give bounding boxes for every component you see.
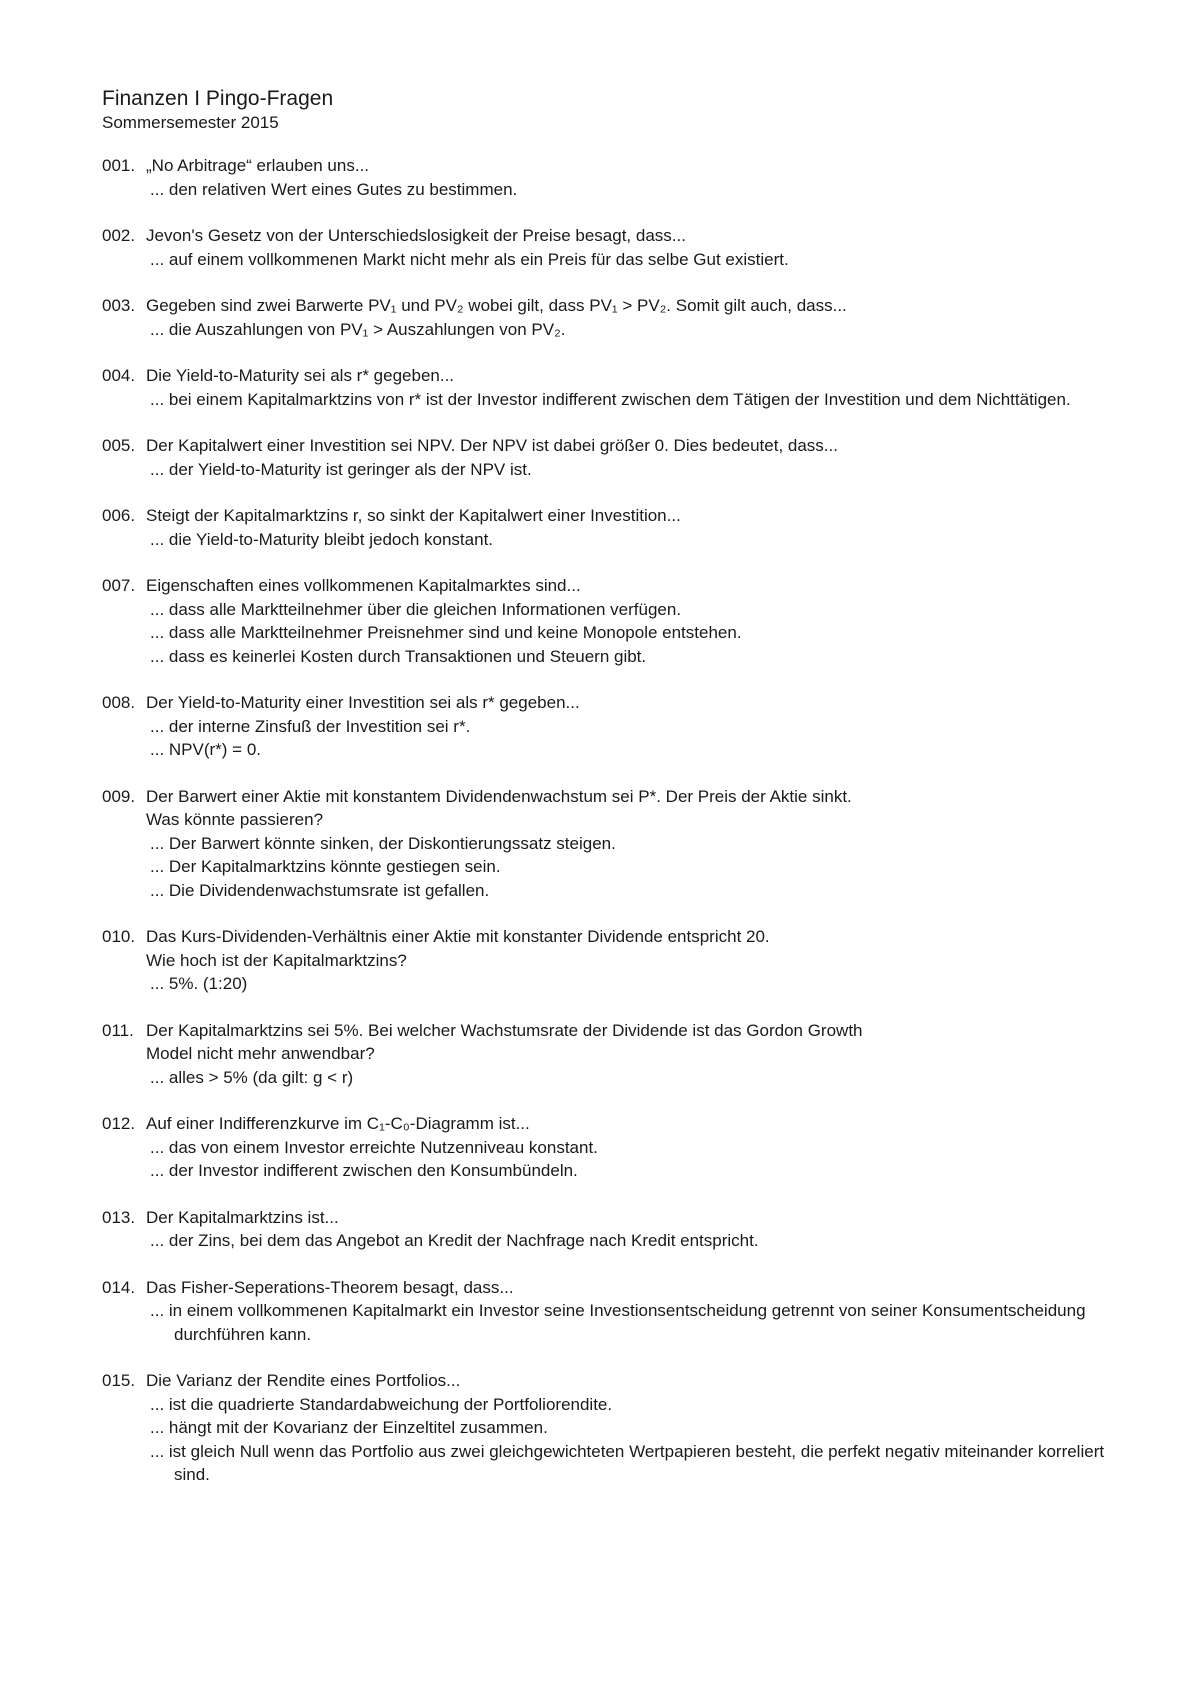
question-stem	[102, 1276, 1122, 1300]
question-number: 015.	[102, 1371, 136, 1390]
question-stem	[102, 574, 1122, 598]
answer-text: ... die Auszahlungen von PV₁ > Auszahlungen von PV₂.	[150, 319, 566, 339]
question-number: 008.	[102, 693, 136, 712]
answer-text: ... der Investor indifferent zwischen den Konsumbündeln.	[150, 1161, 578, 1180]
question-stem	[102, 154, 1122, 178]
question-text: Der Kapitalmarktzins sei 5%. Bei welcher Wachstumsrate der Dividende ist das Gordon Growth	[146, 1020, 863, 1040]
question-item	[102, 434, 1122, 481]
question-number: 006.	[102, 506, 136, 525]
answer-text: ... ist gleich Null wenn das Portfolio aus zwei gleichgewichteten Wertpapieren besteht, die perfekt negativ miteinander korreliert sind.	[150, 1441, 1105, 1484]
question-text: Auf einer Indifferenzkurve im C₁-C₀-Diagramm ist...	[146, 1114, 530, 1133]
answer-text: ... NPV(r*) = 0.	[150, 740, 261, 759]
question-text: Model nicht mehr anwendbar?	[146, 1044, 375, 1063]
answer-text: ... auf einem vollkommenen Markt nicht mehr als ein Preis für das selbe Gut existiert.	[150, 249, 789, 269]
question-stem	[102, 294, 1122, 318]
question-number: 013.	[102, 1207, 136, 1227]
question-number: 002.	[102, 226, 136, 245]
question-item	[102, 364, 1122, 411]
question-stem	[102, 1206, 1122, 1230]
question-item	[102, 1019, 1122, 1090]
answer-text: ... 5%. (1:20)	[150, 974, 248, 993]
answer-text: ... dass alle Marktteilnehmer über die gleichen Informationen verfügen.	[150, 599, 682, 619]
answer-text: ... das von einem Investor erreichte Nutzenniveau konstant.	[150, 1137, 598, 1157]
question-text: Wie hoch ist der Kapitalmarktzins?	[146, 950, 407, 970]
question-stem	[102, 224, 1122, 248]
document-title: Finanzen I Pingo-Fragen	[102, 87, 334, 110]
question-item	[102, 925, 1122, 996]
question-item	[102, 1112, 1122, 1183]
question-text: Jevon's Gesetz von der Unterschiedslosigkeit der Preise besagt, dass...	[146, 226, 686, 245]
question-number: 014.	[102, 1277, 136, 1297]
question-text: Der Kapitalwert einer Investition sei NPV. Der NPV ist dabei größer 0. Dies bedeutet, dass...	[146, 436, 838, 455]
question-text: Der Barwert einer Aktie mit konstantem Dividendenwachstum sei P*. Der Preis der Aktie sinkt.	[146, 786, 852, 806]
question-text: Der Kapitalmarktzins ist...	[146, 1207, 339, 1227]
question-list	[102, 154, 1122, 1487]
answer-text: ... Der Kapitalmarktzins könnte gestiegen sein.	[150, 857, 501, 876]
question-stem	[102, 1112, 1122, 1136]
question-number: 011.	[102, 1020, 134, 1040]
question-stem	[102, 504, 1122, 528]
question-text: Steigt der Kapitalmarktzins r, so sinkt der Kapitalwert einer Investition...	[146, 506, 681, 525]
question-stem	[102, 785, 1122, 832]
question-stem	[102, 691, 1122, 715]
answer-text: ... dass alle Marktteilnehmer Preisnehmer sind und keine Monopole entstehen.	[150, 623, 742, 642]
question-number: 012.	[102, 1114, 136, 1133]
question-text: Die Yield-to-Maturity sei als r* gegeben...	[146, 366, 455, 385]
question-item	[102, 1369, 1122, 1487]
question-number: 005.	[102, 436, 136, 455]
question-number: 009.	[102, 786, 136, 806]
question-number: 010.	[102, 927, 136, 946]
question-text: Gegeben sind zwei Barwerte PV₁ und PV₂ wobei gilt, dass PV₁ > PV₂. Somit gilt auch, dass...	[146, 296, 847, 315]
question-text: Das Kurs-Dividenden-Verhältnis einer Aktie mit konstanter Dividende entspricht 20.	[146, 927, 770, 946]
answer-text: ... bei einem Kapitalmarktzins von r* ist der Investor indifferent zwischen dem Tätigen der Investition und dem Nichttätigen.	[150, 389, 1071, 409]
answer-text: ... dass es keinerlei Kosten durch Transaktionen und Steuern gibt.	[150, 646, 647, 666]
answer-text: ... in einem vollkommenen Kapitalmarkt ein Investor seine Investionsentscheidung getrennt von seiner Konsumentscheidung durchführen kann.	[150, 1301, 1086, 1344]
question-text: Das Fisher-Seperations-Theorem besagt, dass...	[146, 1277, 514, 1297]
answer-text: ... der Yield-to-Maturity ist geringer als der NPV ist.	[150, 459, 532, 479]
answer-text: ... Die Dividendenwachstumsrate ist gefallen.	[150, 880, 490, 900]
answer-text: ... den relativen Wert eines Gutes zu bestimmen.	[150, 179, 518, 199]
answer-text: ... alles > 5% (da gilt: g < r)	[150, 1067, 354, 1087]
question-text: Eigenschaften eines vollkommenen Kapitalmarktes sind...	[146, 576, 581, 595]
question-stem	[102, 1369, 1122, 1393]
question-item	[102, 224, 1122, 271]
question-number: 001.	[102, 156, 136, 175]
answer-text: ... hängt mit der Kovarianz der Einzeltitel zusammen.	[150, 1418, 548, 1437]
question-number: 003.	[102, 296, 136, 315]
question-number: 007.	[102, 576, 136, 595]
question-item	[102, 1276, 1122, 1347]
answer-text: ... Der Barwert könnte sinken, der Diskontierungssatz steigen.	[150, 833, 616, 853]
question-text: Die Varianz der Rendite eines Portfolios...	[146, 1371, 461, 1390]
question-stem	[102, 1019, 1122, 1066]
question-item	[102, 574, 1122, 668]
question-stem	[102, 364, 1122, 388]
question-stem	[102, 925, 1122, 972]
question-item	[102, 1206, 1122, 1253]
question-text: „No Arbitrage“ erlauben uns...	[146, 156, 370, 175]
question-text: Was könnte passieren?	[146, 810, 324, 829]
answer-text: ... ist die quadrierte Standardabweichung der Portfoliorendite.	[150, 1394, 613, 1414]
document-subtitle: Sommersemester 2015	[102, 113, 279, 132]
answer-text: ... der interne Zinsfuß der Investition sei r*.	[150, 716, 471, 736]
answer-text: ... der Zins, bei dem das Angebot an Kredit der Nachfrage nach Kredit entspricht.	[150, 1231, 759, 1250]
document-page	[102, 86, 1122, 1510]
question-stem	[102, 434, 1122, 458]
answer-text: ... die Yield-to-Maturity bleibt jedoch konstant.	[150, 529, 494, 549]
question-item	[102, 785, 1122, 903]
question-item	[102, 154, 1122, 201]
question-item	[102, 691, 1122, 762]
question-item	[102, 294, 1122, 341]
question-item	[102, 504, 1122, 551]
question-number: 004.	[102, 366, 136, 385]
question-text: Der Yield-to-Maturity einer Investition sei als r* gegeben...	[146, 693, 580, 712]
